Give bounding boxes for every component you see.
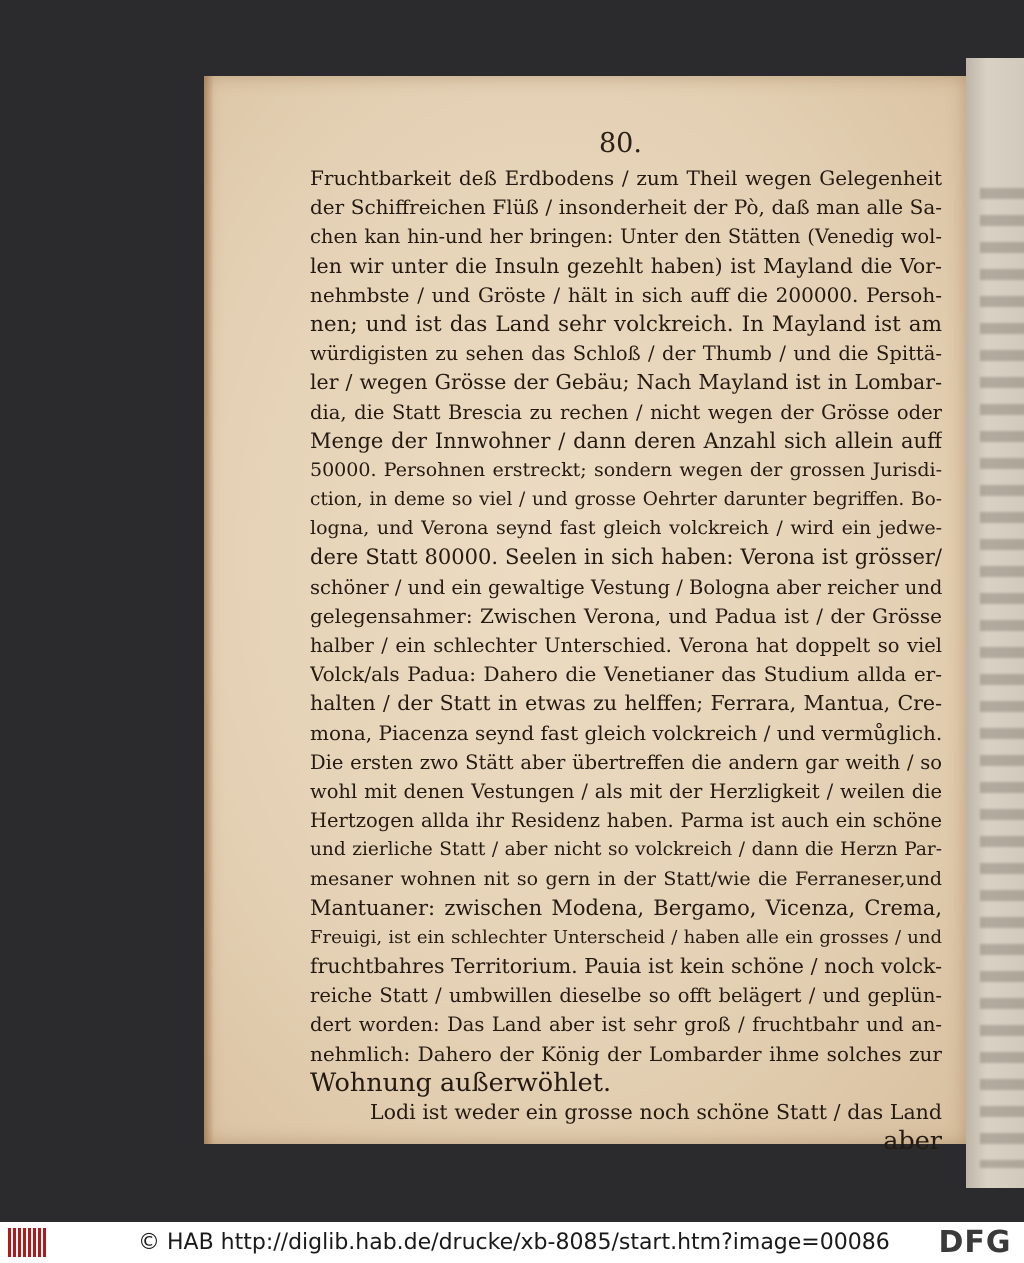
text-line: dia, die Statt Brescia zu rechen / nicht wegen der Grösse oder <box>310 400 942 424</box>
text-line: gelegensahmer: Zwischen Verona, und Padua ist / der Grösse <box>310 603 942 628</box>
text-line: nen; und ist das Land sehr volckreich. In Mayland ist am <box>310 311 942 337</box>
text-line: halber / ein schlechter Unterschied. Verona hat doppelt so viel <box>310 634 942 657</box>
text-line: dert worden: Das Land aber ist sehr groß / fruchtbahr und an- <box>310 1013 942 1037</box>
catchword: aber <box>883 1127 942 1157</box>
text-line: ler / wegen Grösse der Gebäu; Nach Mayland ist in Lombar- <box>310 370 942 395</box>
text-line: Hertzogen allda ihr Residenz haben. Parma ist auch ein schöne <box>310 809 942 833</box>
text-line: nehmlich: Dahero der König der Lombarder ihme solches zur <box>310 1041 942 1066</box>
text-line: Menge der Innwohner / dann deren Anzahl sich allein auff <box>310 428 942 453</box>
text-line: Volck/als Padua: Dahero die Venetianer das Studium allda er- <box>310 662 942 687</box>
text-line: mesaner wohnen nit so gern in der Statt/wie die Ferraneser,und <box>310 867 942 890</box>
text-line: würdigisten zu sehen das Schloß / der Thumb / und die Spittä- <box>310 342 942 366</box>
text-line: halten / der Statt in etwas zu helffen; Ferrara, Mantua, Cre- <box>310 691 942 716</box>
text-line: Fruchtbarkeit deß Erdbodens / zum Theil wegen Gelegenheit <box>310 166 942 190</box>
text-line: Freuigi, ist ein schlechter Unterscheid / haben alle ein grosses / und <box>310 926 942 948</box>
text-line: Die ersten zwo Stätt aber übertreffen die andern gar weith / so <box>310 750 942 774</box>
paragraph-start-line: Lodi ist weder ein grosse noch schöne Statt / das Land <box>370 1100 942 1124</box>
text-line: nehmbste / und Gröste / hält in sich auff die 200000. Persoh- <box>310 282 942 307</box>
hab-logo-icon <box>8 1228 48 1257</box>
next-page-edge <box>966 58 1024 1188</box>
text-line: chen kan hin-und her bringen: Unter den Stätten (Venedig wol- <box>310 225 942 249</box>
footer-copyright-link[interactable]: © HAB http://diglib.hab.de/drucke/xb-8085/start.htm?image=00086 <box>138 1230 890 1255</box>
footer-bar <box>0 1222 1024 1263</box>
text-line: reiche Statt / umbwillen dieselbe so offt belägert / und geplün- <box>310 984 942 1008</box>
dfg-logo: DFG <box>938 1225 1012 1260</box>
text-line: schöner / und ein gewaltige Vestung / Bologna aber reicher und <box>310 575 942 599</box>
text-line: fruchtbahres Territorium. Pauia ist kein schöne / noch volck- <box>310 954 942 979</box>
text-line: dere Statt 80000. Seelen in sich haben: Verona ist grösser/ <box>310 545 942 570</box>
text-line: Mantuaner: zwischen Modena, Bergamo, Vicenza, Crema, <box>310 895 942 920</box>
text-line: 50000. Persohnen erstreckt; sondern wegen der grossen Jurisdi- <box>310 458 942 481</box>
next-page-text-bleed <box>980 188 1024 1168</box>
text-line: Wohnung außerwöhlet. <box>310 1068 612 1098</box>
text-line: wohl mit denen Vestungen / als mit der Herzligkeit / weilen die <box>310 779 942 803</box>
text-line: mona, Piacenza seynd fast gleich volckreich / und vermůglich. <box>310 720 942 745</box>
text-line: ction, in deme so viel / und grosse Oehrter darunter begriffen. Bo- <box>310 489 942 511</box>
book-page <box>204 76 966 1157</box>
page-number: 80. <box>599 128 642 159</box>
text-line: logna, und Verona seynd fast gleich volckreich / wird ein jedwe- <box>310 517 942 540</box>
page-text-block <box>310 164 942 1156</box>
text-line: und zierliche Statt / aber nicht so volckreich / dann die Herzn Par- <box>310 839 942 861</box>
text-line: len wir unter die Insuln gezehlt haben) ist Mayland die Vor- <box>310 253 942 278</box>
text-line: der Schiffreichen Flüß / insonderheit der Pò, daß man alle Sa- <box>310 195 942 220</box>
